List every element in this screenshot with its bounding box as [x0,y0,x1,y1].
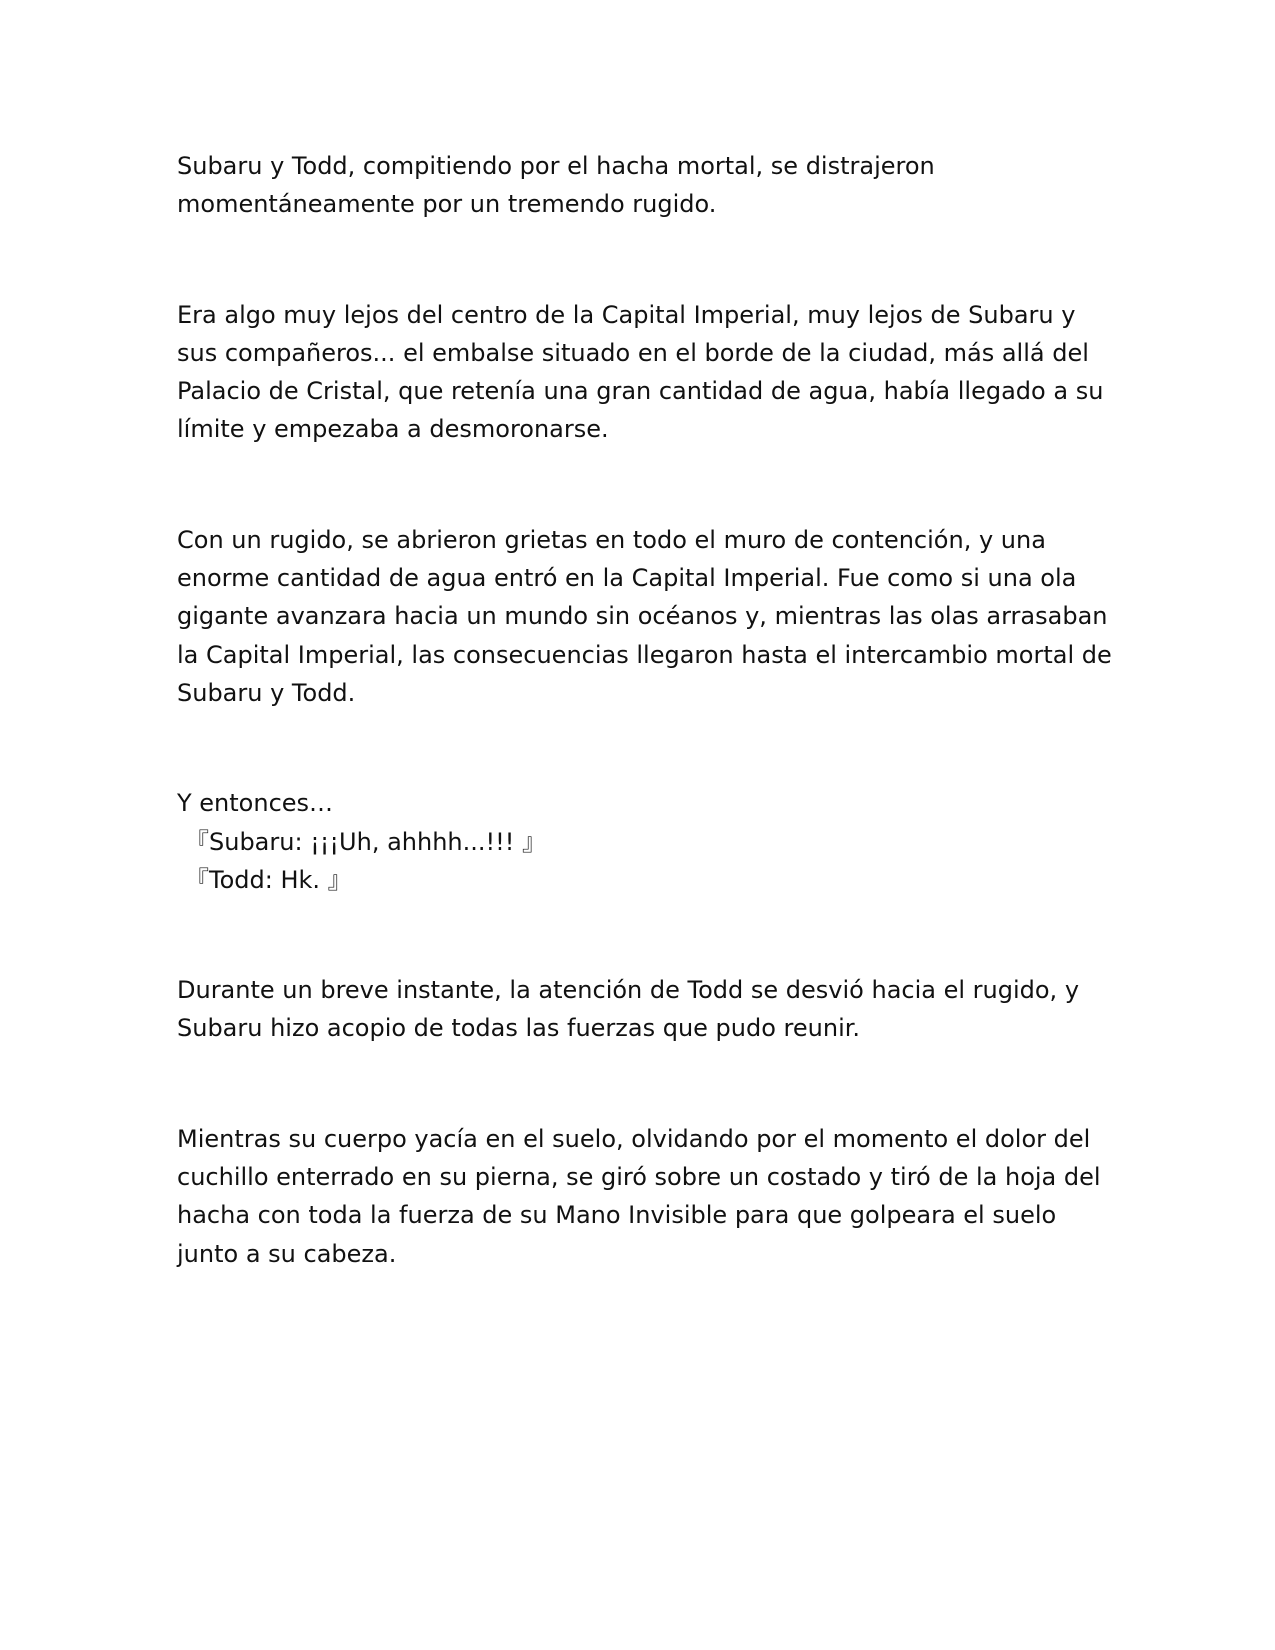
paragraph-6: Mientras su cuerpo yacía en el suelo, olvidando por el momento el dolor del cuchillo enterrado en su pierna, se giró sobre un costado y tiró de la hoja del hacha con toda la fuerza de su Mano Invisible para que golpeara el suelo junto a su cabeza. [177,1124,1101,1268]
document-body [177,147,1117,1273]
paragraph-5: Durante un breve instante, la atención de Todd se desvió hacia el rugido, y Subaru hizo acopio de todas las fuerzas que pudo reunir. [177,976,1080,1043]
dialogue-subaru: 『Subaru: ¡¡¡Uh, ahhhh...!!! 』 [185,827,547,856]
paragraph-1: Subaru y Todd, compitiendo por el hacha mortal, se distrajeron momentáneamente por un tremendo rugido. [177,152,935,219]
dialogue-todd: 『Todd: Hk. 』 [185,865,352,894]
paragraph-2: Era algo muy lejos del centro de la Capital Imperial, muy lejos de Subaru y sus compañeros... el embalse situado en el borde de la ciudad, más allá del Palacio de Cristal, que retenía una gran cantidad de agua, había llegado a su límite y empezaba a desmoronarse. [177,300,1104,444]
paragraph-3: Con un rugido, se abrieron grietas en todo el muro de contención, y una enorme cantidad de agua entró en la Capital Imperial. Fue como si una ola gigante avanzara hacia un mundo sin océanos y, mientras las olas arrasaban la Capital Imperial, las consecuencias llegaron hasta el intercambio mortal de Subaru y Todd. [177,525,1112,707]
paragraph-4: Y entonces… [177,789,334,818]
